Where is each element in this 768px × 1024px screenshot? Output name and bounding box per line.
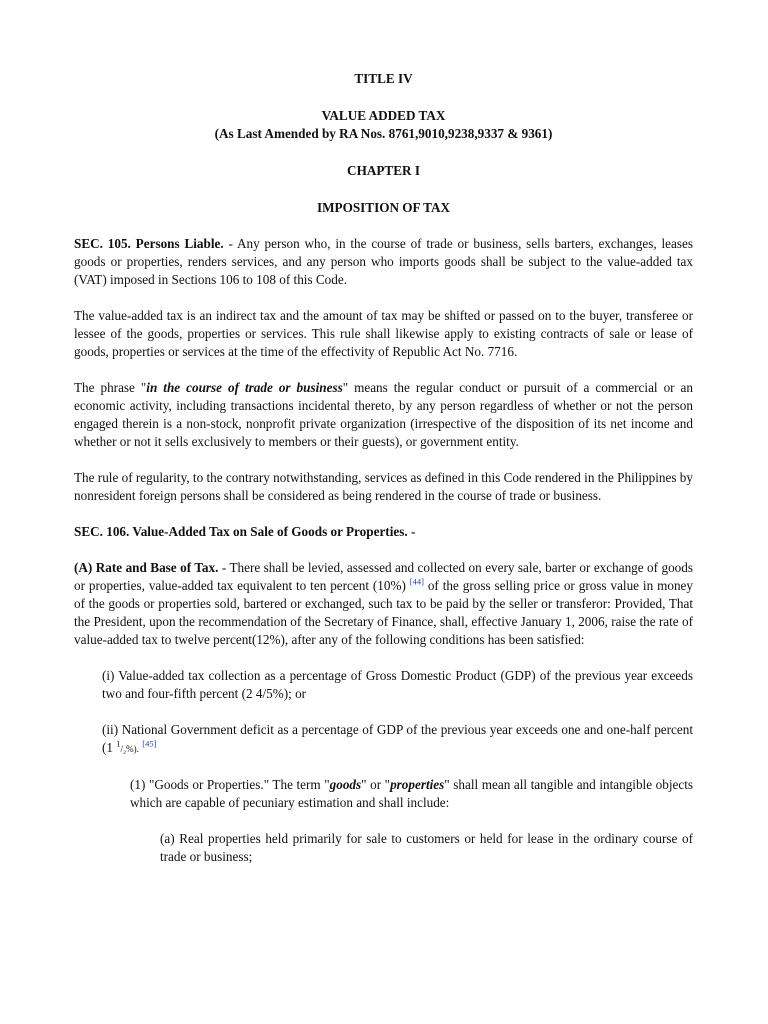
sec105-paragraph-2: The value-added tax is an indirect tax and the amount of tax may be shifted or passed on to the buyer, transferee or lessee of the goods, properties or services. This rule shall likewise apply to existing contracts of sale or lease of goods, properties or services at the time of the effectivity of Republic Act No. 7716. <box>74 308 693 359</box>
title-heading: TITLE IV <box>354 71 413 86</box>
amended-note: (As Last Amended by RA Nos. 8761,9010,9238,9337 & 9361) <box>214 126 553 141</box>
sec105-paragraph-1 <box>74 235 693 289</box>
footnote-link-45[interactable]: [45] <box>142 738 157 749</box>
condition-ii-text: (ii) National Government deficit as a percentage of GDP of the previous year exceeds one and one-half percent (1 <box>102 722 693 755</box>
item-1a: (a) Real properties held primarily for sale to customers or held for lease in the ordinary course of trade or business; <box>160 831 693 864</box>
fraction-numerator: 1 <box>116 738 121 749</box>
item1-b: " or " <box>361 777 391 792</box>
item1-c: " shall mean all tangible and intangible objects which are capable of pecuniary estimation and shall include: <box>130 777 693 810</box>
condition-i: (i) Value-added tax collection as a percentage of Gross Domestic Product (GDP) of the previous year exceeds two and four-fifth percent (2 4/5%); or <box>102 668 693 701</box>
para3-after: " means the regular conduct or pursuit of a commercial or an economic activity, including transactions incidental thereto, by any person regardless of whether or not the person engaged therein is a non-stock, nonprofit private organization (irrespective of the disposition of its net income and whether or not it sells exclusively to members or their guests), or government entity. <box>74 380 694 449</box>
subtitle-heading: VALUE ADDED TAX <box>321 108 446 123</box>
item-1 <box>130 776 693 812</box>
chapter-heading: CHAPTER I <box>347 163 420 178</box>
sec106-a-text1: - There shall be levied, assessed and collected on every sale, barter or exchange of goods or properties, value-added tax equivalent to ten percent (10%) <box>74 560 694 593</box>
defined-term: in the course of trade or business <box>146 380 343 395</box>
footnote-link-44[interactable]: [44] <box>409 576 424 587</box>
fraction-denominator: /₂%). <box>120 744 139 754</box>
sec106-paragraph-a <box>74 559 693 649</box>
sec106-a-text2: of the gross selling price or gross value in money of the goods or properties sold, bartered or exchanged, such tax to be paid by the seller or transferor: Provided, That the President, upon the recommendation of the Secretary of Finance, shall, effective January 1, 2006, raise the rate of value-added tax to twelve percent(12%), after any of the following conditions has been satisfied: <box>74 578 693 647</box>
term-properties: properties <box>390 777 445 792</box>
sec106-a-heading: (A) Rate and Base of Tax. <box>74 560 219 575</box>
sec105-paragraph-4: The rule of regularity, to the contrary notwithstanding, services as defined in this Code rendered in the Philippines by nonresident foreign persons shall be considered as being rendered in the course of trade or business. <box>74 470 693 503</box>
sec105-paragraph-3 <box>74 379 693 451</box>
sec105-heading: SEC. 105. Persons Liable. <box>74 236 224 251</box>
item1-a: (1) "Goods or Properties." The term " <box>130 777 330 792</box>
sec106-heading: SEC. 106. Value-Added Tax on Sale of Goods or Properties. - <box>74 524 416 539</box>
document-page <box>74 70 693 884</box>
sec105-text: - Any person who, in the course of trade or business, sells barters, exchanges, leases goods or properties, renders services, and any person who imports goods shall be subject to the value-added tax (VAT) imposed in Sections 106 to 108 of this Code. <box>74 236 693 287</box>
chapter-title: IMPOSITION OF TAX <box>316 200 451 215</box>
condition-ii <box>102 721 693 758</box>
term-goods: goods <box>329 777 362 792</box>
para3-before: The phrase " <box>74 380 147 395</box>
